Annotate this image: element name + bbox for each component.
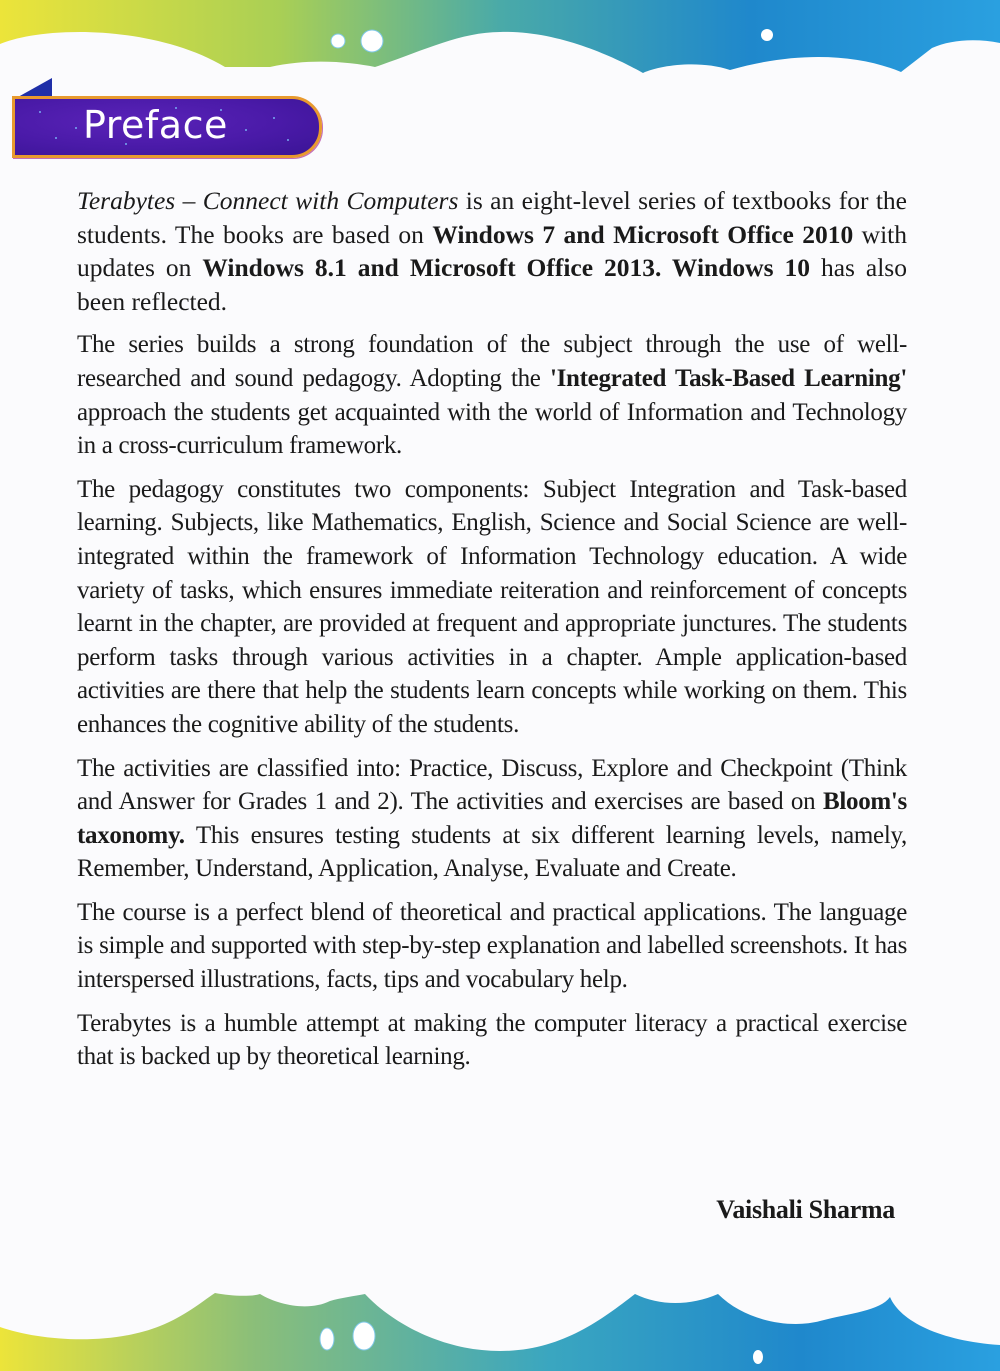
top-decorative-wave xyxy=(0,0,1000,75)
book-title-italic: Terabytes – Connect with Computers xyxy=(77,186,459,215)
paragraph-text: Terabytes is a humble attempt at making the computer literacy a practical exercise that is backed up by theoretical learning. xyxy=(77,1009,907,1071)
bold-text: Windows 8.1 and Microsoft Office 2013. Windows 10 xyxy=(202,253,810,283)
star-icon xyxy=(245,129,247,131)
banner-fold-triangle xyxy=(18,78,52,97)
paragraph-pedagogy-approach xyxy=(77,328,907,462)
star-icon xyxy=(55,137,57,139)
paragraph-text: has also been reflected. xyxy=(77,253,907,316)
preface-banner xyxy=(12,78,324,160)
bold-text: Windows 7 and Microsoft Office 2010 xyxy=(432,219,854,249)
bubble-icon xyxy=(353,1322,375,1350)
top-wave-graphic xyxy=(0,0,1000,75)
paragraph-text: The pedagogy constitutes two components: Subject Integration and Task-based learning. Subjects, like Mathematics, English, Science and Social Science are well-integrated within the framework of Information Technology education. A wide variety of tasks, which ensures immediate reiteration and reinforcement of concepts learnt in the chapter, are provided at frequent and appropriate junctures. The students perform tasks through various activities in a chapter. Ample application-based activities are there that help the students learn concepts while working on them. This enhances the cognitive ability of the students. xyxy=(77,475,907,738)
bottom-decorative-wave xyxy=(0,1241,1000,1371)
bold-text: 'Integrated Task-Based Learning' xyxy=(549,364,907,392)
bubble-icon xyxy=(320,1328,334,1350)
paragraph-closing xyxy=(77,1007,907,1074)
paragraph-text: approach the students get acquainted with the world of Information and Technology in a cross-curriculum framework. xyxy=(77,398,907,460)
bubble-icon xyxy=(331,34,345,48)
star-icon xyxy=(273,117,275,119)
bold-text: Bloom's taxonomy. xyxy=(77,788,907,849)
paragraph-activities xyxy=(77,752,907,886)
paragraph-text: This ensures testing students at six different learning levels, namely, Remember, Understand, Application, Analyse, Evaluate and Create. xyxy=(77,821,907,883)
star-icon xyxy=(287,139,289,141)
bubble-icon xyxy=(761,29,773,41)
banner-ribbon xyxy=(12,96,322,158)
paragraph-text: with updates on xyxy=(77,219,907,283)
bubble-icon xyxy=(361,30,383,52)
paragraph-text: The activities are classified into: Practice, Discuss, Explore and Checkpoint (Think and Answer for Grades 1 and 2). The activities and exercises are based on xyxy=(77,754,907,816)
page-title: Preface xyxy=(83,103,228,147)
bottom-wave-graphic xyxy=(0,1241,1000,1371)
paragraph-text: The course is a perfect blend of theoretical and practical applications. The language is simple and supported with step-by-step explanation and labelled screenshots. It has interspersed illustrations, facts, tips and vocabulary help. xyxy=(77,898,907,994)
author-signature: Vaishali Sharma xyxy=(716,1195,895,1224)
preface-body xyxy=(77,184,907,1084)
star-icon xyxy=(75,127,77,129)
paragraph-series-intro xyxy=(77,184,907,318)
star-icon xyxy=(39,111,41,113)
paragraph-text: is an eight-level series of textbooks for the students. The books are based on xyxy=(77,186,907,249)
paragraph-pedagogy-components xyxy=(77,473,907,742)
paragraph-text: The series builds a strong foundation of the subject through the use of well-researched and sound pedagogy. Adopting the xyxy=(77,331,907,392)
bubble-icon xyxy=(753,1350,763,1364)
paragraph-course-blend xyxy=(77,896,907,997)
